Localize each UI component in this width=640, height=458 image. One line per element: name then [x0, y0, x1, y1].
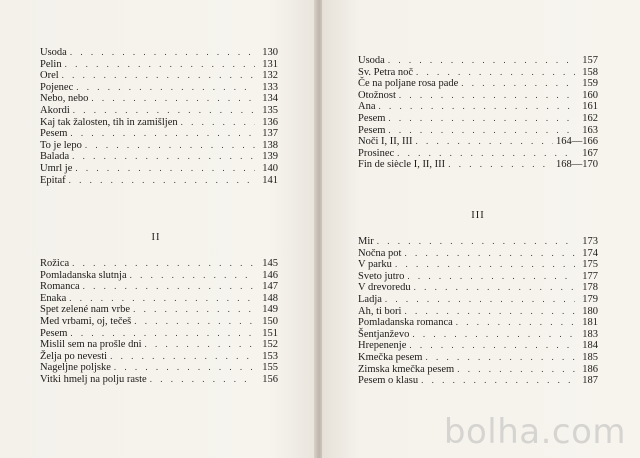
toc-entry-page: 152 — [262, 339, 278, 351]
toc-entry-page: 147 — [262, 281, 278, 293]
toc-entry-title: Pesem — [40, 128, 68, 140]
toc-entry — [40, 59, 278, 71]
toc-entry — [358, 248, 598, 260]
toc-entry-page: 186 — [582, 363, 598, 375]
toc-entry — [358, 271, 598, 283]
toc-entry-page: 156 — [262, 373, 278, 385]
toc-entry — [40, 339, 278, 351]
toc-entry-page: 183 — [582, 328, 598, 340]
toc-entry-title: Ah, ti bori — [358, 305, 402, 317]
toc-entry-title: V parku — [358, 259, 392, 271]
dot-leader — [412, 329, 575, 341]
dot-leader — [456, 317, 575, 329]
toc-entry-title: Nebo, nebo — [40, 93, 89, 105]
dot-leader — [62, 70, 255, 82]
toc-entry — [40, 82, 278, 94]
toc-entry — [40, 293, 278, 305]
toc-entry — [358, 306, 598, 318]
toc-entry-title: Sveto jutro — [358, 270, 405, 282]
section-heading-iii: III — [471, 210, 485, 221]
toc-entry-title: Fin de siècle I, II, III — [358, 159, 446, 171]
toc-entry-title: Epitaf — [40, 174, 66, 186]
toc-entry-title: Balada — [40, 151, 70, 163]
toc-entry-title: Pomladanska slutnja — [40, 269, 127, 281]
toc-entry-page: 131 — [262, 58, 278, 70]
toc-entry-page: 130 — [262, 47, 278, 58]
toc-entry — [358, 67, 598, 79]
dot-leader — [91, 93, 255, 105]
toc-entry-title: Nočna pot — [358, 247, 402, 259]
toc-entry-title: Želja po nevesti — [40, 350, 108, 362]
toc-entry — [40, 258, 278, 270]
toc-entry-title: Prosinec — [358, 147, 395, 159]
toc-entry-page: 161 — [582, 101, 598, 113]
toc-entry-title: Sv. Petra noč — [358, 66, 414, 78]
toc-entry-title: Usoda — [358, 55, 385, 66]
toc-entry — [358, 136, 598, 148]
toc-entry — [358, 55, 598, 67]
toc-entry-title: Zimska kmečka pesem — [358, 363, 455, 375]
toc-entry — [358, 78, 598, 90]
toc-entry-page: 160 — [582, 89, 598, 101]
dot-leader — [407, 271, 575, 283]
toc-entry — [40, 93, 278, 105]
toc-entry — [40, 328, 278, 340]
dot-leader — [70, 328, 255, 340]
dot-leader — [76, 82, 255, 94]
toc-entry-page: 179 — [582, 293, 598, 305]
toc-entry — [40, 362, 278, 374]
toc-entry-page: 163 — [582, 124, 598, 136]
toc-entry — [358, 282, 598, 294]
toc-entry — [40, 374, 278, 386]
toc-entry-page: 155 — [262, 362, 278, 374]
toc-entry-page: 137 — [262, 128, 278, 140]
toc-entry-title: Pesem o klasu — [358, 375, 419, 387]
dot-leader — [461, 78, 575, 90]
toc-entry-page: 173 — [582, 236, 598, 247]
toc-entry-title: Akordi — [40, 104, 70, 116]
toc-entry-page: 140 — [262, 162, 278, 174]
dot-leader — [145, 339, 256, 351]
toc-entry-title: To je lepo — [40, 139, 82, 151]
toc-entry-page: 181 — [582, 317, 598, 329]
toc-entry-title: V drevoredu — [358, 282, 411, 294]
toc-entry-page: 178 — [582, 282, 598, 294]
toc-entry — [358, 340, 598, 352]
toc-entry-title: Kaj tak žalosten, tih in zamišljen — [40, 116, 178, 128]
toc-entry-page: 177 — [582, 270, 598, 282]
right-toc-list — [358, 55, 598, 171]
watermark: bolha.com — [443, 412, 626, 452]
dot-leader — [69, 175, 255, 187]
toc-entry — [40, 281, 278, 293]
toc-entry-title: Noči I, II, III — [358, 136, 413, 148]
toc-entry-title: Pesem — [40, 327, 68, 339]
dot-leader — [110, 351, 255, 363]
dot-leader — [83, 281, 255, 293]
toc-entry — [40, 270, 278, 282]
dot-leader — [399, 90, 575, 102]
dot-leader — [181, 117, 255, 129]
toc-entry-page: 185 — [582, 351, 598, 363]
dot-leader — [388, 55, 575, 67]
toc-entry — [358, 148, 598, 160]
toc-entry-title: Usoda — [40, 47, 67, 58]
toc-entry-page: 180 — [582, 305, 598, 317]
toc-entry — [358, 159, 598, 171]
toc-entry-title: Ladja — [358, 293, 382, 305]
right-section-toc-list — [358, 236, 598, 387]
dot-leader — [397, 148, 575, 160]
toc-entry — [40, 351, 278, 363]
toc-entry-page: 146 — [262, 269, 278, 281]
toc-entry-page: 158 — [582, 66, 598, 78]
toc-entry — [358, 101, 598, 113]
toc-entry-title: Pesem — [358, 112, 386, 124]
toc-entry-page: 133 — [262, 81, 278, 93]
toc-entry-page: 135 — [262, 104, 278, 116]
toc-entry-page: 162 — [582, 112, 598, 124]
dot-leader — [421, 375, 575, 387]
toc-entry-title: Če na poljane rosa pade — [358, 78, 459, 90]
toc-entry-title: Umrl je — [40, 162, 73, 174]
toc-entry-page: 159 — [582, 78, 598, 90]
toc-entry — [40, 117, 278, 129]
toc-entry-title: Šentjanževo — [358, 328, 410, 340]
toc-entry-page: 153 — [262, 350, 278, 362]
toc-entry-page: 167 — [582, 147, 598, 159]
dot-leader — [72, 258, 255, 270]
toc-entry-page: 175 — [582, 259, 598, 271]
dot-leader — [448, 159, 553, 171]
toc-entry-page: 149 — [262, 304, 278, 316]
dot-leader — [388, 113, 575, 125]
dot-leader — [379, 101, 576, 113]
toc-entry-title: Med vrbami, oj, tečeš — [40, 315, 132, 327]
left-toc-list — [40, 47, 278, 186]
toc-entry-title: Rožica — [40, 258, 70, 269]
dot-leader — [85, 140, 255, 152]
toc-entry — [358, 90, 598, 102]
toc-entry — [40, 163, 278, 175]
toc-entry-page: 151 — [262, 327, 278, 339]
toc-entry-page: 164—166 — [556, 136, 598, 148]
right-page — [322, 0, 640, 458]
toc-entry-title: Pesem — [358, 124, 386, 136]
dot-leader — [404, 248, 575, 260]
toc-entry — [40, 304, 278, 316]
dot-leader — [72, 151, 255, 163]
toc-entry-page: 139 — [262, 151, 278, 163]
dot-leader — [385, 294, 575, 306]
section-heading-ii: II — [151, 232, 161, 243]
toc-entry — [358, 294, 598, 306]
toc-entry-title: Pojenec — [40, 81, 74, 93]
dot-leader — [404, 306, 575, 318]
dot-leader — [134, 316, 255, 328]
toc-entry-page: 145 — [262, 258, 278, 269]
dot-leader — [377, 236, 575, 248]
toc-entry — [40, 140, 278, 152]
toc-entry-title: Enaka — [40, 292, 67, 304]
toc-entry-title: Nageljne poljske — [40, 362, 111, 374]
toc-entry-page: 138 — [262, 139, 278, 151]
toc-entry-title: Otožnost — [358, 89, 396, 101]
dot-leader — [70, 47, 255, 59]
toc-entry-page: 141 — [262, 174, 278, 186]
toc-entry — [358, 329, 598, 341]
toc-entry-title: Pelin — [40, 58, 62, 70]
dot-leader — [416, 136, 553, 148]
toc-entry-title: Hrepenenje — [358, 340, 407, 352]
dot-leader — [70, 128, 255, 140]
dot-leader — [395, 259, 575, 271]
toc-entry — [40, 47, 278, 59]
toc-entry-title: Mislil sem na prošle dni — [40, 339, 142, 351]
dot-leader — [388, 125, 575, 137]
toc-entry-page: 168—170 — [556, 159, 598, 171]
dot-leader — [130, 270, 255, 282]
dot-leader — [414, 282, 575, 294]
left-section-toc-list — [40, 258, 278, 386]
toc-entry-title: Kmečka pesem — [358, 351, 423, 363]
toc-entry — [358, 352, 598, 364]
toc-entry-page: 184 — [582, 340, 598, 352]
toc-entry-title: Orel — [40, 70, 59, 82]
toc-entry-title: Vitki hmelj na polju raste — [40, 373, 147, 385]
left-page — [0, 0, 316, 458]
dot-leader — [73, 105, 255, 117]
toc-entry — [40, 128, 278, 140]
dot-leader — [409, 340, 575, 352]
toc-entry — [358, 317, 598, 329]
toc-entry — [358, 375, 598, 387]
dot-leader — [457, 364, 575, 376]
dot-leader — [69, 293, 255, 305]
toc-entry-title: Pomladanska romanca — [358, 317, 453, 329]
toc-entry — [358, 113, 598, 125]
toc-entry — [40, 105, 278, 117]
toc-entry-page: 157 — [582, 55, 598, 66]
toc-entry-page: 174 — [582, 247, 598, 259]
toc-entry-page: 150 — [262, 315, 278, 327]
toc-entry — [40, 316, 278, 328]
toc-entry — [358, 364, 598, 376]
toc-entry-page: 134 — [262, 93, 278, 105]
toc-entry — [40, 175, 278, 187]
toc-entry-title: Spet zelené nam vrbe — [40, 304, 131, 316]
toc-entry-title: Ana — [358, 101, 376, 113]
dot-leader — [133, 304, 255, 316]
toc-entry-title: Romanca — [40, 281, 80, 293]
toc-entry — [40, 151, 278, 163]
toc-entry-page: 136 — [262, 116, 278, 128]
toc-entry-page: 132 — [262, 70, 278, 82]
dot-leader — [416, 67, 575, 79]
dot-leader — [75, 163, 255, 175]
dot-leader — [150, 374, 255, 386]
dot-leader — [114, 362, 255, 374]
dot-leader — [65, 59, 255, 71]
toc-entry-page: 148 — [262, 292, 278, 304]
toc-entry — [358, 259, 598, 271]
toc-entry-page: 187 — [582, 375, 598, 387]
toc-entry — [358, 125, 598, 137]
dot-leader — [425, 352, 575, 364]
toc-entry — [40, 70, 278, 82]
toc-entry-title: Mir — [358, 236, 374, 247]
toc-entry — [358, 236, 598, 248]
